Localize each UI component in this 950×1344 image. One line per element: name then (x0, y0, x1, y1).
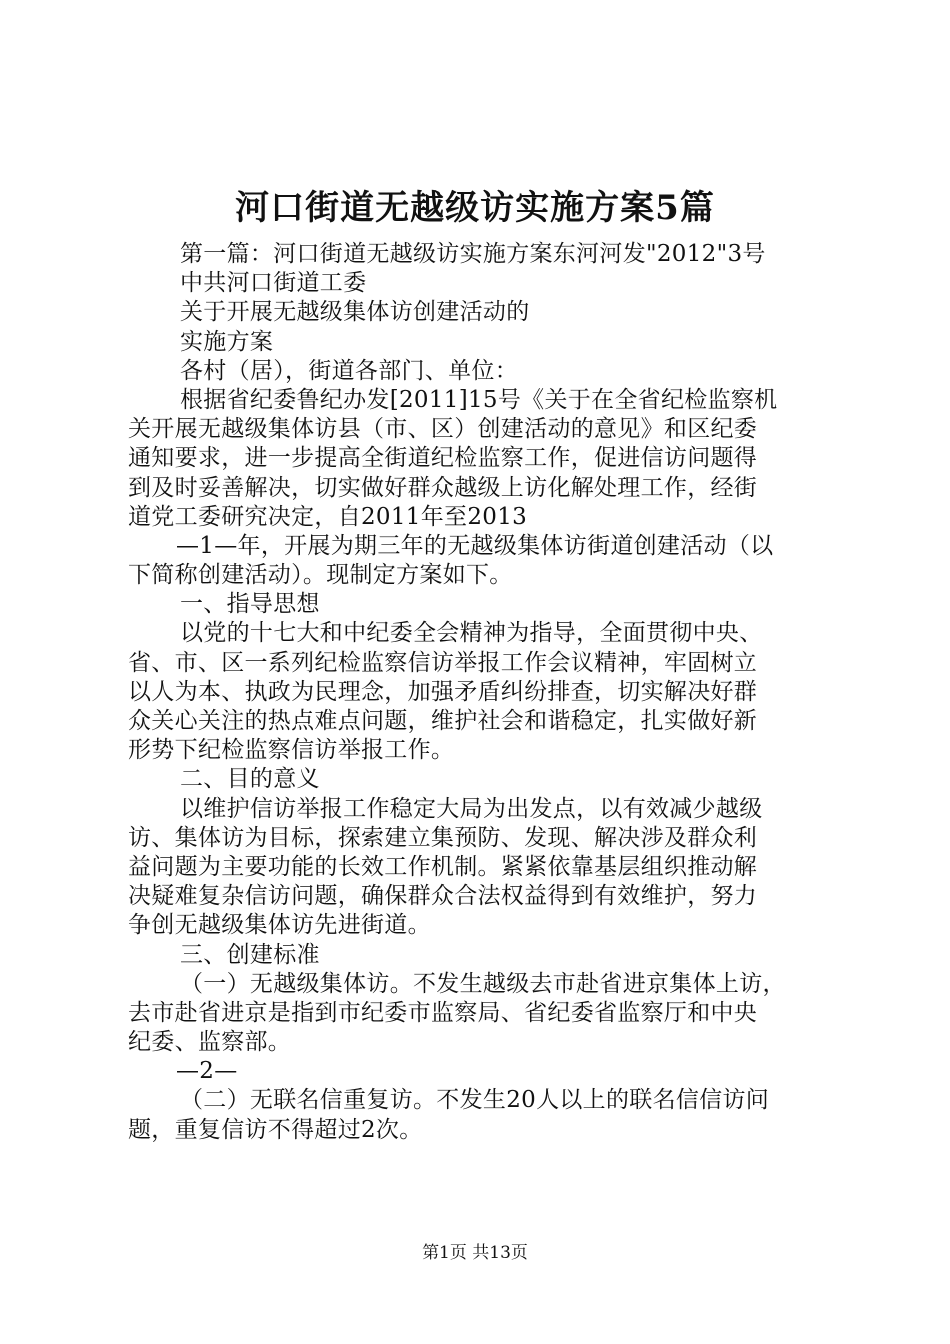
text-line: 访、集体访为目标，探索建立集预防、发现、解决涉及群众利 (128, 824, 758, 851)
text-line: 实施方案 (180, 328, 274, 355)
text-line: 纪委、监察部。 (128, 1029, 292, 1056)
text-line: 益问题为主要功能的长效工作机制。紧紧依靠基层组织推动解 (128, 853, 758, 880)
text-line: 众关心关注的热点难点问题，维护社会和谐稳定，扎实做好新 (128, 708, 758, 734)
section-heading: 一、指导思想 (180, 591, 320, 618)
inline-page-marker: —2— (176, 1058, 238, 1085)
document-title: 河口街道无越级访实施方案5篇 (235, 188, 715, 228)
text-line: 去市赴省进京是指到市纪委市监察局、省纪委省监察厅和中央 (128, 999, 758, 1026)
page-footer: 第1页 共13页 (422, 1243, 528, 1263)
text-line: 下简称创建活动）。现制定方案如下。 (128, 562, 513, 589)
text-line: 以维护信访举报工作稳定大局为出发点，以有效减少越级 (180, 795, 763, 822)
text-line: 争创无越级集体访先进街道。 (128, 912, 431, 939)
text-line: （一）无越级集体访。不发生越级去市赴省进京集体上访， (180, 970, 786, 997)
text-line: 省、市、区一系列纪检监察信访举报工作会议精神，牢固树立 (128, 649, 758, 676)
text-line: 以党的十七大和中纪委全会精神为指导，全面贯彻中央、 (180, 620, 763, 647)
section-heading: 三、创建标准 (180, 941, 320, 968)
text-line: 关开展无越级集体访县（市、区）创建活动的意见》和区纪委 (128, 416, 758, 443)
text-line: 决疑难复杂信访问题，确保群众合法权益得到有效维护，努力 (128, 883, 758, 910)
text-line: —1—年，开展为期三年的无越级集体访街道创建活动（以 (176, 532, 774, 559)
text-line: 形势下纪检监察信访举报工作。 (128, 737, 455, 764)
text-line: 关于开展无越级集体访创建活动的 (180, 299, 530, 326)
document-body (128, 240, 828, 1145)
text-line: 道党工委研究决定，自2011年至2013 (128, 503, 528, 530)
text-line: 各村（居），街道各部门、单位： (180, 357, 518, 384)
text-line: 第一篇：河口街道无越级访实施方案东河河发"2012"3号 (180, 241, 766, 267)
text-line: （二）无联名信重复访。不发生20人以上的联名信信访问 (180, 1087, 770, 1114)
text-line: 通知要求，进一步提高全街道纪检监察工作，促进信访问题得 (128, 445, 758, 472)
text-line: 根据省纪委鲁纪办发[2011]15号《关于在全省纪检监察机 (180, 386, 778, 413)
text-line: 以人为本、执政为民理念，加强矛盾纠纷排查，切实解决好群 (128, 678, 758, 705)
text-line: 中共河口街道工委 (180, 270, 367, 297)
text-line: 到及时妥善解决，切实做好群众越级上访化解处理工作，经街 (128, 474, 758, 501)
text-line: 题，重复信访不得超过2次。 (128, 1116, 423, 1143)
section-heading: 二、目的意义 (180, 766, 320, 793)
